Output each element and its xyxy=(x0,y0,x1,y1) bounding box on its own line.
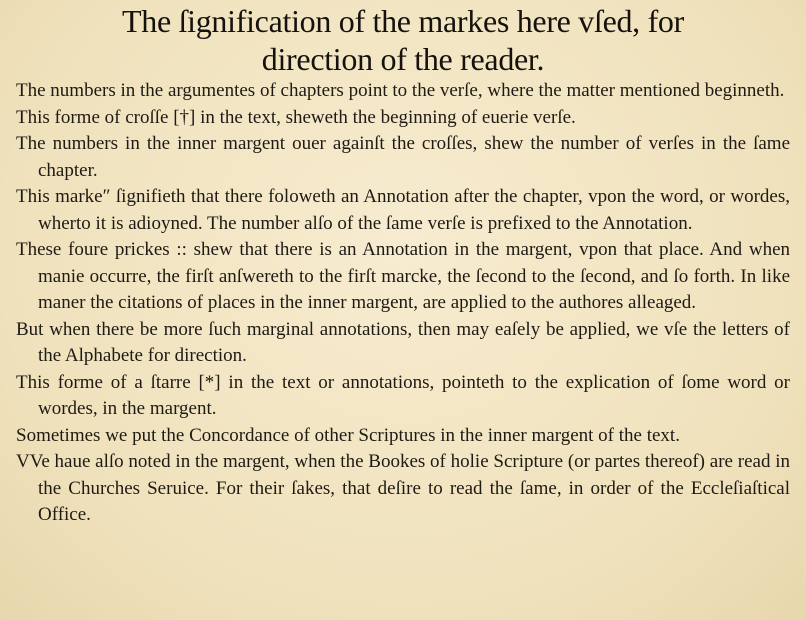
list-item: But when there be more ſuch marginal annotations, then may eaſely be applied, we vſe the letters of the Alphabete for direction. xyxy=(16,318,790,366)
page-title xyxy=(0,2,806,78)
title-line-2: direction of the reader. xyxy=(261,41,545,77)
title-line-1: The ſignification of the markes here vſed, for xyxy=(122,3,684,39)
list-item: VVe haue alſo noted in the margent, when the Bookes of holie Scripture (or partes thereof) are read in the Churches Seruice. For their ſakes, that deſire to read the ſame, in order of the Eccleſiaſtical Office. xyxy=(16,451,790,525)
list-item: These foure prickes :: shew that there is an Annotation in the margent, vpon that place. And when manie occurre, the firſt anſwereth to the firſt marcke, the ſecond to the ſecond, and ſo forth. In like maner the citations of places in the inner margent, are applied to the authores alleaged. xyxy=(16,239,790,313)
list-item: This marke″ ſignifieth that there foloweth an Annotation after the chapter, vpon the word, or wordes, wherto it is adioyned. The number alſo of the ſame verſe is prefixed to the Annotation. xyxy=(16,186,790,234)
list-item: The numbers in the inner margent ouer againſt the croſſes, shew the number of verſes in the ſame chapter. xyxy=(16,133,790,181)
list-item: Sometimes we put the Concordance of other Scriptures in the inner margent of the text. xyxy=(16,424,680,446)
list-item: This forme of a ſtarre [*] in the text or annotations, pointeth to the explication of ſome word or wordes, in the margent. xyxy=(16,371,790,419)
list-item: The numbers in the argumentes of chapters point to the verſe, where the matter mentioned beginneth. xyxy=(16,80,785,101)
marks-list xyxy=(16,78,790,529)
list-item: This forme of croſſe [†] in the text, sheweth the beginning of euerie verſe. xyxy=(16,106,576,128)
